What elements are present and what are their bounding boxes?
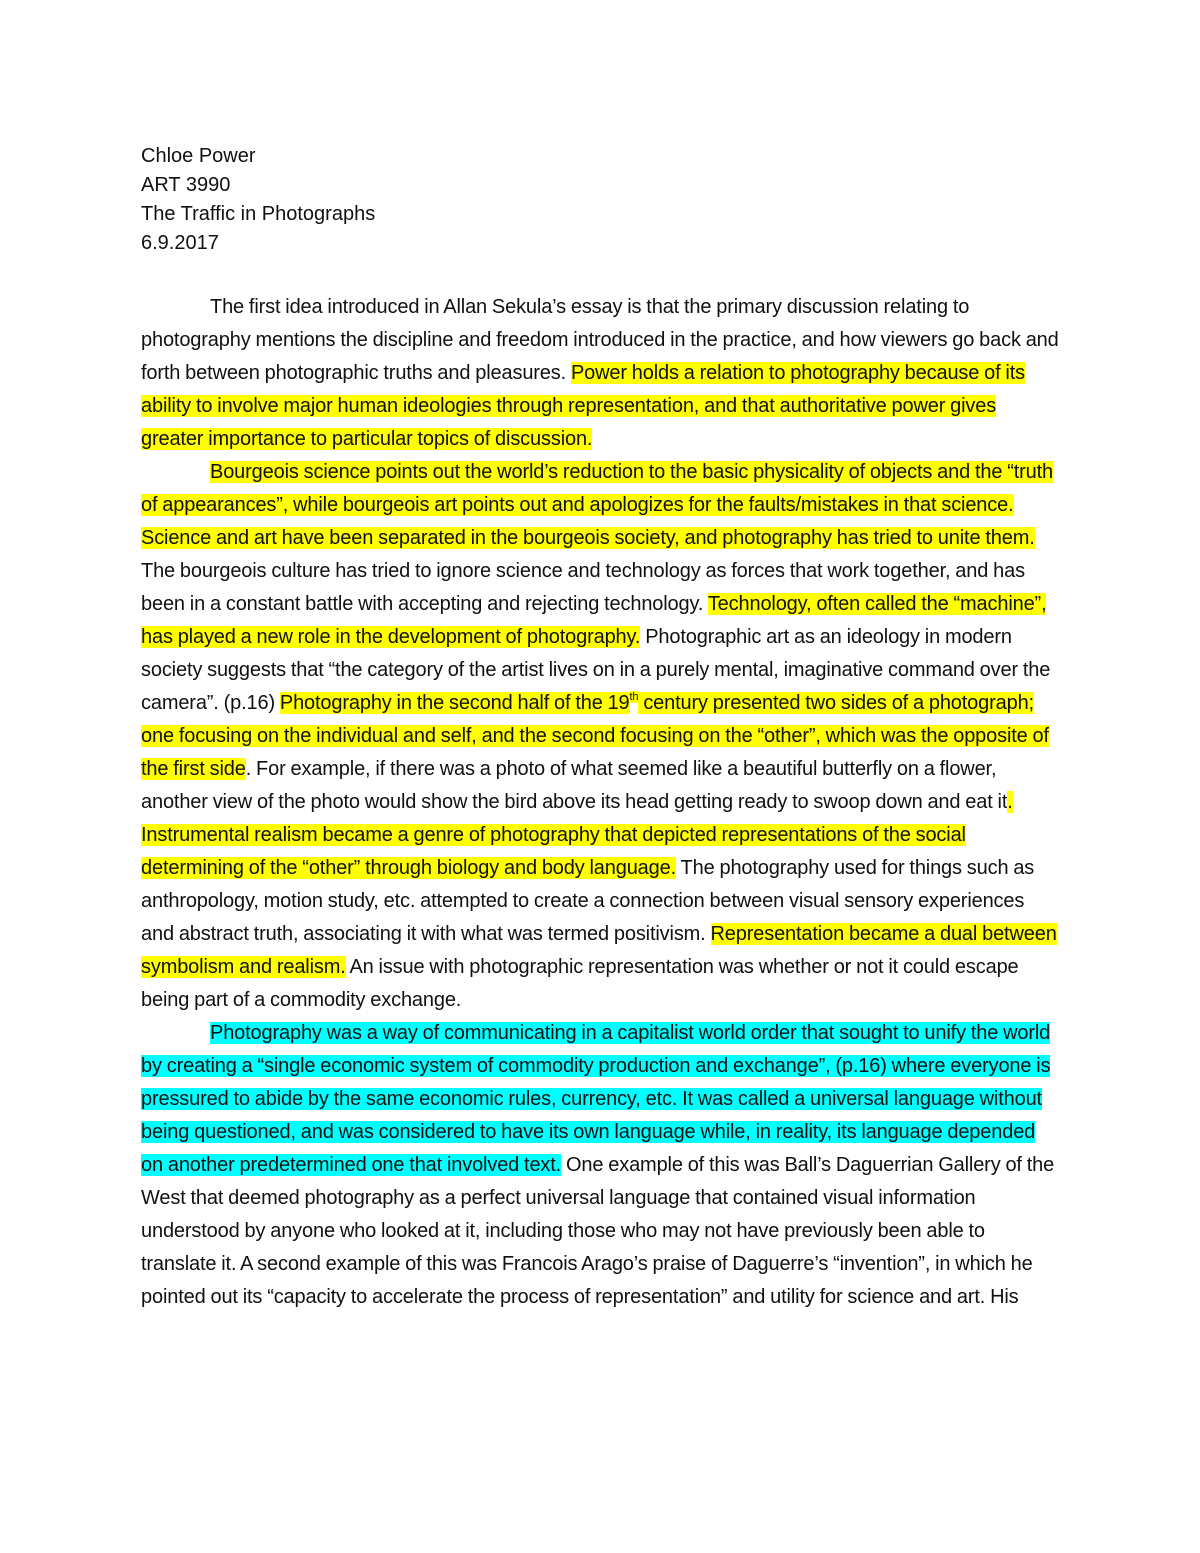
paragraph-text: An issue with photographic representation was whether or not it could escape being part of a commodity exchange. — [141, 956, 1019, 1011]
highlighted-text-yellow: Power holds a relation to photography because of its ability to involve major human ideologies through representation, and that authoritative power gives greater importance to particular topics of discussion. — [141, 362, 1025, 450]
author-name: Chloe Power — [141, 145, 256, 167]
essay-paragraphs — [141, 291, 1061, 1314]
essay-paragraph — [141, 1017, 1061, 1314]
highlighted-text-yellow: century presented two sides of a photograph; one focusing on the individual and self, and the second focusing on the “other”, which was the opposite of the first side — [141, 692, 1049, 780]
essay-date: 6.9.2017 — [141, 232, 219, 254]
highlighted-text-yellow: . Instrumental realism became a genre of photography that depicted representations of the social determining of the “other” through biology and body language. — [141, 791, 1013, 879]
document-body — [141, 142, 1061, 1314]
paragraph-text: . For example, if there was a photo of what seemed like a beautiful butterfly on a flower, another view of the photo would show the bird above its head getting ready to swoop down and eat it — [141, 758, 1008, 813]
course-code: ART 3990 — [141, 174, 231, 196]
essay-paragraph — [141, 291, 1061, 456]
highlighted-text-yellow: Bourgeois science points out the world’s reduction to the basic physicality of objects and the “truth of appearances”, while bourgeois art points out and apologizes for the faults/mistakes in that science. Science and art have been separated in the bourgeois society, and photography has tried to unite them. — [141, 461, 1054, 549]
paragraph-text: The photography used for things such as anthropology, motion study, etc. attempted to create a connection between visual sensory experiences and abstract truth, associating it with what was termed positivism. — [141, 857, 1035, 945]
highlighted-text-yellow: Representation became a dual between symbolism and realism. — [141, 923, 1057, 978]
header-spacer — [141, 258, 1061, 291]
highlighted-text-yellow: Photography in the second half of the 19 — [279, 692, 630, 714]
highlighted-text-cyan: Photography was a way of communicating in a capitalist world order that sought to unify the world by creating a “single economic system of commodity production and exchange”, (p.16) where everyone is pressured to abide by the same economic rules, currency, etc. It was called a universal language without being questioned, and was considered to have its own language while, in reality, its language depended on another predetermined one that involved text. — [141, 1022, 1051, 1176]
essay-paragraph — [141, 456, 1061, 1017]
paragraph-text: Photographic art as an ideology in modern society suggests that “the category of the artist lives on in a purely mental, imaginative command over the camera”. (p.16) — [141, 626, 1051, 714]
paragraph-text: One example of this was Ball’s Daguerrian Gallery of the West that deemed photography as a perfect universal language that contained visual information understood by anyone who looked at it, including those who may not have previously been able to translate it. A second example of this was Francois Arago’s praise of Daguerre’s “invention”, in which he pointed out its “capacity to accelerate the process of representation” and utility for science and art. His — [141, 1154, 1055, 1308]
highlighted-text-yellow: th — [629, 691, 639, 703]
paragraph-text: The first idea introduced in Allan Sekula’s essay is that the primary discussion relating to photography mentions the discipline and freedom introduced in the practice, and how viewers go back and forth between photographic truths and pleasures. — [141, 296, 1059, 384]
highlighted-text-yellow: Technology, often called the “machine”, has played a new role in the development of photography. — [141, 593, 1047, 648]
paragraph-text: The bourgeois culture has tried to ignore science and technology as forces that work together, and has been in a constant battle with accepting and rejecting technology. — [141, 560, 1025, 615]
essay-title: The Traffic in Photographs — [141, 203, 376, 225]
